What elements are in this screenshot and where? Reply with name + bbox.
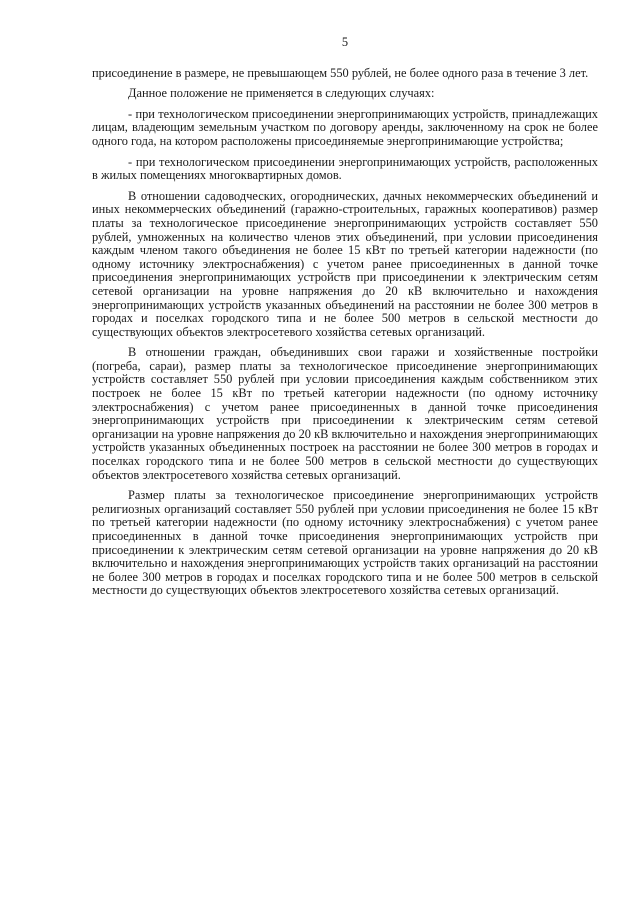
paragraph-religious-organizations: Размер платы за технологическое присоединение энергопринимающих устройств религиозных организаций составляет 550 рублей при условии присоединения не более 15 кВт по третьей категории надежности (по одному источнику электроснабжения) с учетом ранее присоединенных в данной точке присоединения энергопринимающих устройств при присоединении к электрическим сетям сетевой организации на уровне напряжения до 20 кВ включительно и нахождения энергопринимающих устройств таких организаций на расстоянии не более 300 метров в городах и поселках городского типа и не более 500 метров в сельской местности до существующих объектов электросетевого хозяйства сетевых организаций. [92, 488, 598, 598]
paragraph-garage-owners: В отношении граждан, объединивших свои гаражи и хозяйственные постройки (погреба, сараи), размер платы за технологическое присоединение энергопринимающих устройств составляет 550 рублей при условии присоединения каждым собственником этих построек не более 15 кВт по третьей категории надежности (по одному источнику электроснабжения) с учетом ранее присоединенных в данной точке присоединения энергопринимающих устройств при присоединении к электрическим сетям сетевой организации на уровне напряжения до 20 кВ включительно и нахождения энергопринимающих устройств указанных объединенных построек на расстоянии не более 300 метров в городах и поселках городского типа и не более 500 метров в сельской местности до существующих объектов электросетевого хозяйства сетевых организаций. [92, 345, 598, 482]
list-item-apartment-buildings: - при технологическом присоединении энергопринимающих устройств, расположенных в жилых помещениях многоквартирных домов. [92, 154, 598, 183]
paragraph-continuation: присоединение в размере, не превышающем 550 рублей, не более одного раза в течение 3 лет. [92, 65, 589, 80]
paragraph-exceptions-intro: Данное положение не применяется в следующих случаях: [128, 86, 435, 101]
page-number: 5 [341, 35, 349, 49]
paragraph-nonprofit-associations: В отношении садоводческих, огороднических, дачных некоммерческих объединений и иных некоммерческих объединений (гаражно-строительных, гаражных кооперативов) размер платы за технологическое присоединение энергопринимающих устройств составляет 550 рублей, умноженных на количество членов этих объединений, при условии присоединения каждым членом такого объединения не более 15 кВт по третьей категории надежности (по одному источнику электроснабжения) с учетом ранее присоединенных в данной точке присоединения энергопринимающих устройств при присоединении к электрическим сетям сетевой организации на уровне напряжения до 20 кВ включительно и нахождения энергопринимающих устройств указанных объединений на расстоянии не более 300 метров в городах и поселках городского типа и не более 500 метров в сельской местности до существующих объектов электросетевого хозяйства сетевых организаций. [92, 188, 598, 339]
document-page [92, 36, 598, 598]
list-item-lease-land: - при технологическом присоединении энергопринимающих устройств, принадлежащих лицам, владеющим земельным участком по договору аренды, заключенному на срок не более одного года, на котором расположены присоединяемые энергопринимающие устройства; [92, 106, 598, 148]
